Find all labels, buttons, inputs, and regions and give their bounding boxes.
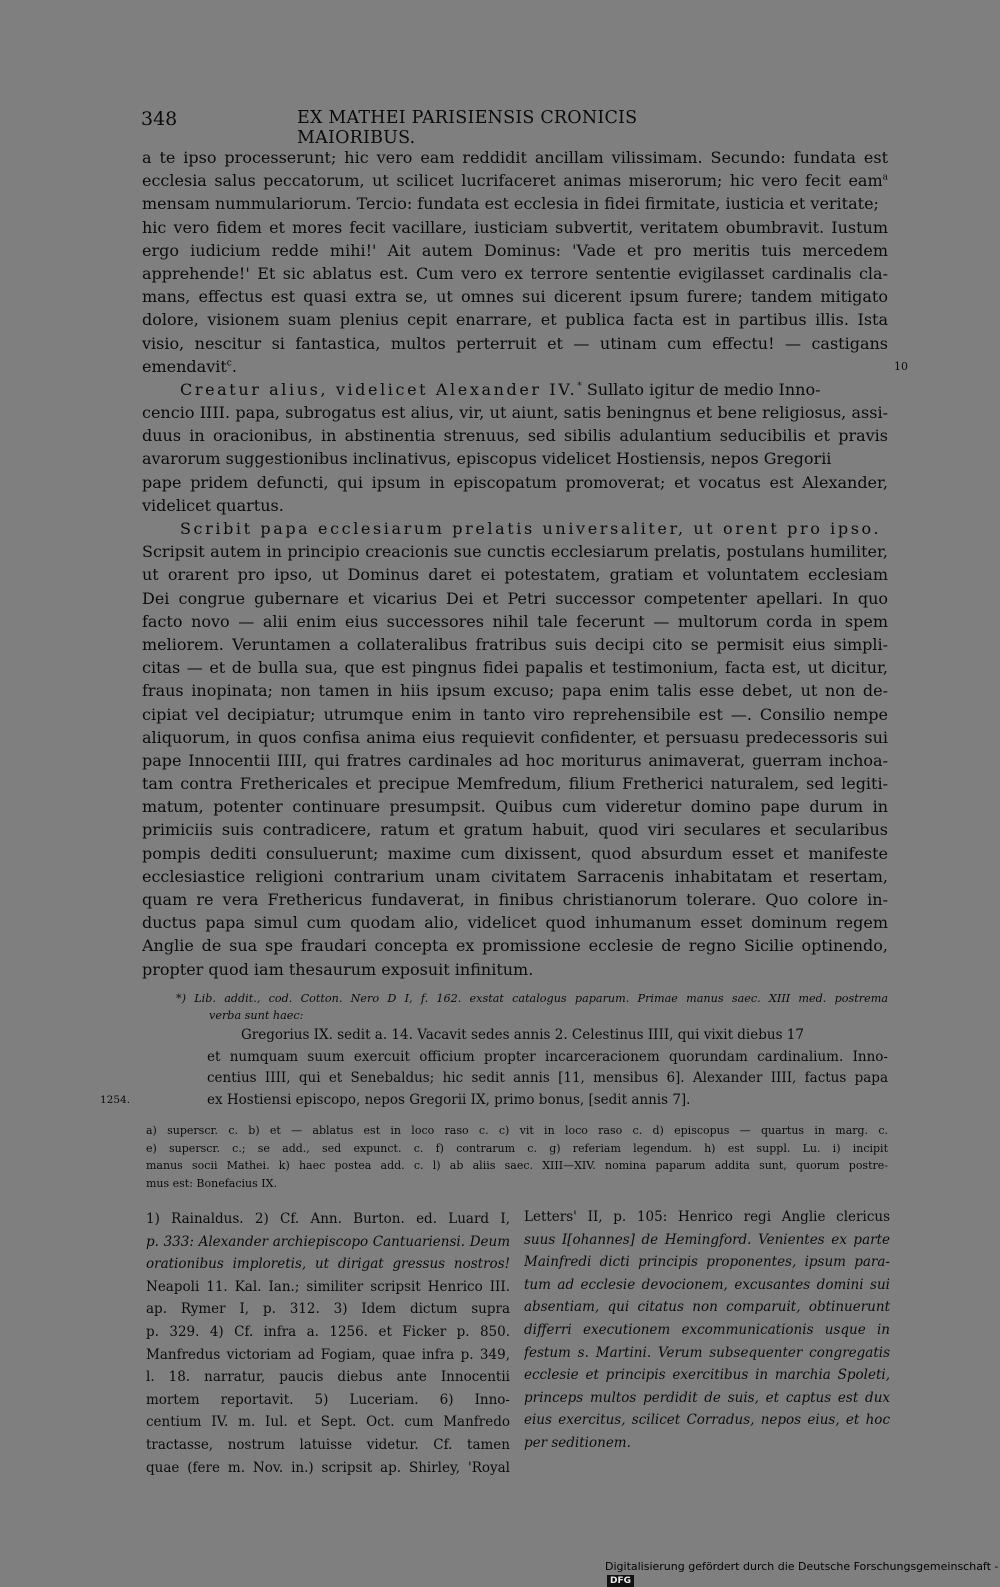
footnote-line: orationibus imploretis, ut dirigat gressus nostros!	[146, 1256, 510, 1273]
text-line: hic vero fidem et mores fecit vacillare, iusticiam subvertit, veritatem obumbravit. Iustum	[142, 217, 888, 237]
text-line: meliorem. Veruntamen a collateralibus fratribus suis decipi cito se permisit eius simpli-	[142, 634, 888, 654]
line-number: 10	[894, 359, 908, 373]
main-text	[142, 146, 908, 981]
text-line: ductus papa simul cum quodam alio, videlicet quod inhumanum esset dominum regem	[142, 913, 888, 933]
footnote-line: ap. Rymer I, p. 312. 3) Idem dictum supra	[146, 1301, 510, 1318]
text-line: citas — et de bulla sua, que est pingnus fidei papalis et testimonium, facta est, ut dicitur,	[142, 658, 888, 678]
dfg-logo: DFG	[607, 1575, 634, 1587]
running-header	[141, 108, 741, 148]
text-line: mensam nummulariorum. Tercio: fundata est ecclesia in fidei firmitate, iusticia et veritate;	[142, 194, 879, 214]
footnote-line: Manfredus victoriam ad Fogiam, quae infra p. 349,	[146, 1346, 510, 1363]
page-number: 348	[141, 108, 178, 130]
text-line: aliquorum, in quos confisa anima eius requievit confidenter, et persuasu predecessoris sui	[142, 727, 888, 747]
pope-catalogue	[100, 1025, 888, 1111]
text-line: primiciis suis contradicere, ratum et gratum habuit, quod viri seculares et secularibus	[142, 820, 888, 840]
text-line: Scripsit autem in principio creacionis sue cunctis ecclesiarum prelatis, postulans humiliter,	[142, 542, 888, 562]
text-line: pape pridem defuncti, qui ipsum in episcopatum promoverat; et vocatus est Alexander,	[142, 472, 888, 492]
text-line: dolore, visionem suam plenius cepit enarrare, et publica facta est in partibus illis. Ista	[142, 310, 888, 330]
text-line: visio, nescitur si fantastica, multos perterruit et — utinam cum effectu! — castigans	[142, 333, 888, 353]
footnote-line: Mainfredi dicti principis proponentes, ipsum para-	[524, 1254, 890, 1271]
text-line: emendavit$^c$. 10	[142, 355, 888, 378]
text-line: fraus inopinata; non tamen in hiis ipsum excuso; papa enim talis esse debet, ut non de-	[142, 681, 888, 701]
star-footnote	[176, 990, 888, 1024]
footnote-line: l. 18. narratur, paucis diebus ante Innocentii	[146, 1369, 510, 1386]
apparatus-line: a) superscr. c. b) et — ablatus est in loco raso c. c) vit in loco raso c. d) episcopus — quartus in marg. c.	[146, 1124, 888, 1137]
text-line: duus in oracionibus, in abstinentia strenuus, sed sibilis adulantium seducibilis et pravis	[142, 426, 888, 446]
text-line: a te ipso processerunt; hic vero eam reddidit ancillam vilissimam. Secundo: fundata est	[142, 148, 888, 167]
footnote-line: quae (fere m. Nov. in.) scripsit ap. Shirley, 'Royal	[146, 1459, 510, 1476]
footnotes-left-column	[146, 1208, 510, 1479]
text-line: ecclesia salus peccatorum, ut scilicet lucrifaceret animas miserorum; hic vero fecit eam$^a$	[142, 171, 888, 191]
footnote-line: ecclesie et principis exercitibus in marchia Spoleti,	[524, 1367, 890, 1384]
footnote-line: tractasse, nostrum latuisse videtur. Cf. tamen	[146, 1436, 510, 1453]
footnote-line: centium IV. m. Iul. et Sept. Oct. cum Manfredo	[146, 1414, 510, 1431]
text-line: cencio IIII. papa, subrogatus est alius, vir, ut aiunt, satis beningnus et bene religiosus, assi-	[142, 403, 888, 423]
text-line: avarorum suggestionibus inclinativus, episcopus videlicet Hostiensis, nepos Gregorii	[142, 449, 832, 469]
footnote-line: Neapoli 11. Kal. Ian.; similiter scripsit Henrico III.	[146, 1278, 510, 1295]
text-line: cipiat vel decipiatur; utrumque enim in tanto viro reprehensibile est —. Consilio nempe	[142, 704, 888, 724]
footnote-line: festum s. Martini. Verum subsequenter congregatis	[524, 1344, 890, 1361]
text-line: pape Innocentii IIII, qui fratres cardinales ad hoc moriturus animaverat, guerram inchoa-	[142, 750, 888, 770]
credit-text: Digitalisierung gefördert durch die Deutsche Forschungsgemeinschaft -	[605, 1560, 999, 1573]
list-line: 1254. ex Hostiensi episcopo, nepos Gregorii IX, primo bonus, [sedit annis 7].	[207, 1090, 888, 1112]
text-line	[142, 517, 888, 540]
text-line: facto novo — alii enim eius successores nihil tale fecerunt — multorum corda in spem	[142, 611, 888, 631]
list-line: Gregorius IX. sedit a. 14. Vacavit sedes annis 2. Celestinus IIII, qui vixit diebus 17	[241, 1027, 804, 1043]
text-line: apprehende!' Et sic ablatus est. Cum vero ex terrore sententie evigilasset cardinalis cla-	[142, 263, 888, 283]
apparatus-line: e) superscr. c.; se add., sed expunct. c. f) contrarum c. g) referiam legendum. h) est suppl. Lu. i) incipit	[146, 1141, 888, 1155]
footnote-line: per seditionem.	[524, 1434, 631, 1451]
text-line: quam re vera Frethericus fundaverat, in finibus christianorum tolerare. Quo colore in-	[142, 890, 888, 909]
footnote-line: eius exercitus, scilicet Corradus, nepos eius, et hoc	[524, 1412, 890, 1429]
apparatus-line: manus socii Mathei. k) haec postea add. c. l) ab aliis saec. XIII—XIV. nomina paparum addita sunt, quorum postre-	[146, 1159, 888, 1172]
note-line: verba sunt haec:	[209, 1009, 304, 1022]
text-line: ecclesiastice religioni contrarium unam civitatem Sarracenis inhabitatam et resertam,	[142, 866, 888, 886]
text-line: Anglie de sua spe fraudari concepta ex promissione ecclesie de regno Sicilie optinendo,	[142, 936, 888, 956]
footnote-line: tum ad ecclesie devocionem, excusantes domini sui	[524, 1276, 890, 1293]
footnote-line: princeps multos perdidit de suis, et captus est dux	[524, 1389, 890, 1406]
digitization-credit	[605, 1560, 1000, 1587]
running-title: EX MATHEI PARISIENSIS CRONICIS MAIORIBUS.	[297, 108, 638, 148]
apparatus-notes	[146, 1122, 888, 1192]
list-line: centius IIII, qui et Senebaldus; hic sedit annis [11, mensibus 6]. Alexander IIII, factus papa	[207, 1070, 888, 1086]
section-heading: Scribit papa ecclesiarum prelatis universaliter, ut orent pro ipso.	[180, 519, 882, 538]
text-line: Dei congrue gubernare et vicarius Dei et Petri successor competenter apellari. In quo	[142, 588, 888, 608]
text-line: propter quod iam thesaurum exposuit infinitum.	[142, 959, 534, 979]
text-line: videlicet quartus.	[142, 495, 284, 515]
footnote-line: p. 333: Alexander archiepiscopo Cantuariensi. Deum	[146, 1233, 510, 1250]
footnote-line: 1) Rainaldus. 2) Cf. Ann. Burton. ed. Luard I,	[146, 1211, 510, 1227]
year-margin: 1254.	[100, 1093, 131, 1106]
footnote-line: p. 329. 4) Cf. infra a. 1256. et Ficker p. 850.	[146, 1323, 510, 1340]
text-line: ergo iudicium redde mihi!' Ait autem Dominus: 'Vade et pro meritis tuis mercedem	[142, 240, 888, 260]
footnote-line: Letters' II, p. 105: Henrico regi Anglie clericus	[524, 1209, 890, 1225]
footnote-line: suus I[ohannes] de Hemingford. Venientes ex parte	[524, 1231, 890, 1248]
text-line: pompis dediti consuluerunt; maxime cum dixissent, quod absurdum esset et manifeste	[142, 843, 888, 863]
footnote-line: absentiam, qui citatus non comparuit, obtinuerunt	[524, 1299, 890, 1316]
footnote-line: mortem reportavit. 5) Luceriam. 6) Inno-	[146, 1391, 510, 1408]
apparatus-line: mus est: Bonefacius IX.	[146, 1176, 277, 1190]
note-line: *) Lib. addit., cod. Cotton. Nero D I, f. 162. exstat catalogus paparum. Primae manus saec. XIII med. postrema	[176, 992, 888, 1005]
text-line: tam contra Frethericales et precipue Memfredum, filium Fretherici naturalem, sed legiti-	[142, 774, 888, 794]
list-line: et numquam suum exercuit officium propter incarceracionem quorundam cardinalium. Inno-	[207, 1048, 888, 1065]
text-line: Creatur alius, videlicet Alexander IV.* Sullato igitur de medio Inno-	[180, 379, 821, 399]
section-heading: Creatur alius, videlicet Alexander IV.	[180, 379, 578, 399]
footnotes-right-column	[524, 1206, 890, 1455]
text-line: ut orarent pro ipso, ut Dominus daret ei potestatem, gratiam et voluntatem ecclesiam	[142, 565, 888, 585]
text-line: matum, potenter continuare presumpsit. Quibus cum videretur domino pape durum in	[142, 797, 888, 817]
footnote-line: differri executionem excommunicationis usque in	[524, 1321, 890, 1338]
text-line: mans, effectus est quasi extra se, ut omnes sui dicerent ipsum furere; tandem mitigato	[142, 287, 888, 307]
